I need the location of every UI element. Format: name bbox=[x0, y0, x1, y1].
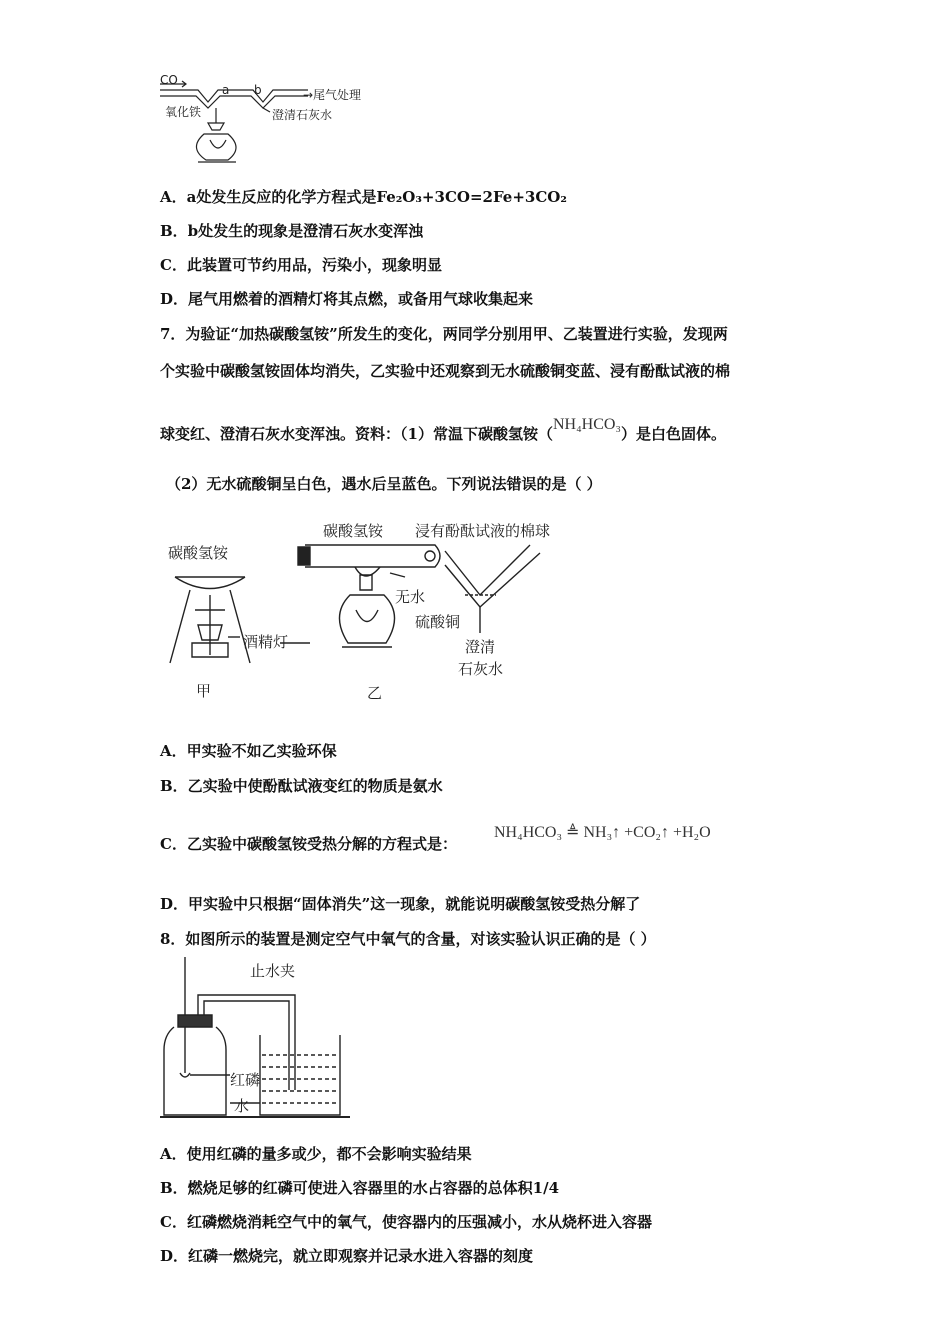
q8-option-b: B．燃烧足够的红磷可使进入容器里的水占容器的总体积1/4 bbox=[160, 1179, 560, 1197]
q6-option-d: D．尾气用燃着的酒精灯将其点燃，或备用气球收集起来 bbox=[160, 290, 534, 308]
q8-option-a: A．使用红磷的量多或少，都不会影响实验结果 bbox=[160, 1145, 472, 1163]
q7-label-jia: 甲 bbox=[196, 682, 212, 700]
q8-option-c: C．红磷燃烧消耗空气中的氧气，使容器内的压强减小，水从烧杯进入容器 bbox=[160, 1213, 652, 1231]
q6-label-tail-gas: →尾气处理 bbox=[303, 88, 362, 102]
q8-label-red-phosphorus: 红磷 bbox=[230, 1071, 261, 1089]
q7-label-yi-reagent: 碳酸氢铵 bbox=[323, 522, 384, 540]
q7-label-jia-reagent: 碳酸氢铵 bbox=[168, 544, 229, 562]
q7-stem-line4: （2）无水硫酸铜呈白色，遇水后呈蓝色。下列说法错误的是（ ） bbox=[166, 475, 602, 493]
q6-label-iron-oxide: 氧化铁 bbox=[165, 105, 202, 119]
q7-label-copper-sulfate: 硫酸铜 bbox=[415, 613, 461, 631]
q8-stem: 8．如图所示的装置是测定空气中氧气的含量，对该实验认识正确的是（ ） bbox=[160, 930, 656, 948]
q6-label-co: CO bbox=[160, 73, 178, 87]
q8-option-d: D．红磷一燃烧完，就立即观察并记录水进入容器的刻度 bbox=[160, 1247, 534, 1265]
q7-stem-line2: 个实验中碳酸氢铵固体均消失，乙实验中还观察到无水硫酸铜变蓝、浸有酚酞试液的棉 bbox=[160, 362, 731, 380]
q7-label-anhydrous: 无水 bbox=[395, 588, 426, 606]
q7-label-cotton: 浸有酚酞试液的棉球 bbox=[415, 522, 551, 540]
q8-label-clamp: 止水夹 bbox=[250, 962, 296, 980]
q8-label-water: 水 bbox=[234, 1097, 250, 1115]
q6-option-c: C．此装置可节约用品，污染小，现象明显 bbox=[160, 256, 442, 274]
q7-stem-line3-post: ）是白色固体。 bbox=[621, 425, 727, 443]
q7-label-lamp: 酒精灯 bbox=[243, 633, 289, 651]
q7-label-limewater1: 澄清 bbox=[465, 638, 496, 656]
q6-label-a: a bbox=[222, 83, 230, 97]
q7-option-a: A．甲实验不如乙实验环保 bbox=[160, 742, 337, 760]
q7-option-c: C．乙实验中碳酸氢铵受热分解的方程式是： bbox=[160, 835, 457, 853]
q7-option-c-equation: NH₄HCO₃ ≜ NH₃↑ +CO₂↑ +H₂O bbox=[494, 824, 711, 841]
q7-option-b: B．乙实验中使酚酞试液变红的物质是氨水 bbox=[160, 777, 443, 795]
q7-stem-line3-pre: 球变红、澄清石灰水变浑浊。资料：（1）常温下碳酸氢铵（ bbox=[160, 425, 553, 443]
q7-option-d: D．甲实验中只根据“固体消失”这一现象，就能说明碳酸氢铵受热分解了 bbox=[160, 895, 641, 913]
q6-label-limewater: 澄清石灰水 bbox=[272, 108, 333, 122]
q6-label-b: b bbox=[254, 83, 262, 97]
q6-option-a: A．a处发生反应的化学方程式是Fe₂O₃+3CO=2Fe+3CO₂ bbox=[160, 188, 567, 206]
q7-stem-formula: NH₄HCO₃ bbox=[552, 416, 621, 433]
q6-option-b: B．b处发生的现象是澄清石灰水变浑浊 bbox=[160, 222, 424, 240]
q6-apparatus-drawing bbox=[158, 68, 378, 178]
q7-stem-line3 bbox=[160, 416, 727, 444]
q7-label-limewater2: 石灰水 bbox=[458, 660, 504, 678]
q7-stem-line1: 7．为验证“加热碳酸氢铵”所发生的变化，两同学分别用甲、乙装置进行实验，发现两 bbox=[160, 325, 728, 343]
q7-label-yi: 乙 bbox=[367, 684, 383, 702]
